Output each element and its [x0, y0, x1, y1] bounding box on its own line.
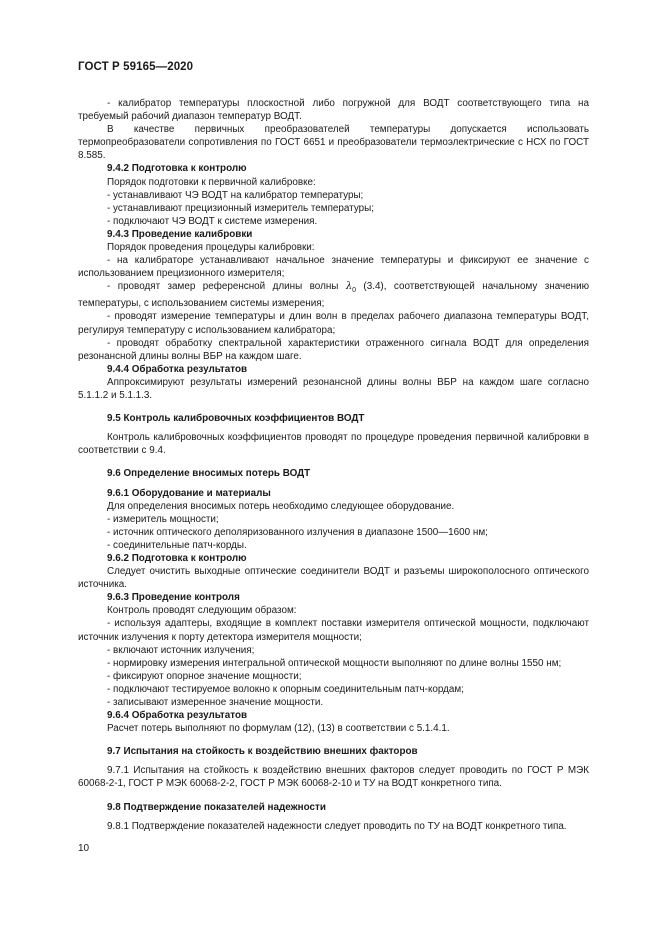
subsection-heading-9-4-4: 9.4.4 Обработка результатов: [107, 363, 248, 375]
list-item: [78, 280, 589, 310]
paragraph: Порядок проведения процедуры калибровки:: [107, 242, 315, 254]
section-heading-9-6: 9.6 Определение вносимых потерь ВОДТ: [107, 468, 311, 480]
subsection-heading-9-4-2: 9.4.2 Подготовка к контролю: [107, 163, 247, 175]
page-number: 10: [78, 843, 90, 854]
list-item: - устанавливают ЧЭ ВОДТ на калибратор температуры;: [107, 189, 364, 201]
subsection-heading-9-6-4: 9.6.4 Обработка результатов: [107, 710, 248, 722]
list-item: - подключают ЧЭ ВОДТ к системе измерения.: [107, 215, 318, 227]
paragraph: 9.7.1 Испытания на стойкость к воздействию внешних факторов следует проводить по ГОСТ Р МЭК 60068-2-1, ГОСТ Р МЭК 60068-2-2, ГОСТ Р МЭК 60068-2-10 и ТУ на ВОДТ конкретного типа.: [78, 765, 589, 790]
text-run: - проводят замер референсной длины волны: [107, 281, 346, 293]
subsection-heading-9-6-2: 9.6.2 Подготовка к контролю: [107, 552, 247, 564]
list-item: - подключают тестируемое волокно к опорным соединительным патч-кордам;: [107, 683, 464, 695]
section-heading-9-7: 9.7 Испытания на стойкость к воздействию внешних факторов: [107, 746, 418, 758]
paragraph: 9.8.1 Подтверждение показателей надежности следует проводить по ТУ на ВОДТ конкретного типа.: [107, 820, 567, 832]
list-item: - фиксируют опорное значение мощности;: [107, 670, 302, 682]
list-item: - источник оптического деполяризованного излучения в диапазоне 1500—1600 нм;: [107, 526, 488, 538]
paragraph: - калибратор температуры плоскостной либо погружной для ВОДТ соответствующего типа на требуемый рабочий диапазон температур ВОДТ.: [78, 98, 589, 123]
list-item: - используя адаптеры, входящие в комплект поставки измерителя оптической мощности, подключают источник излучения к порту детектора измерителя мощности;: [78, 618, 589, 643]
text-run: (3.4), соответствующей начальному значению температуры, с использованием системы измерения;: [78, 281, 589, 310]
paragraph: Аппроксимируют результаты измерений резонансной длины волны ВБР на каждом шаге согласно 5.1.1.2 и 5.1.1.3.: [78, 376, 589, 402]
lambda-subscript: 0: [352, 287, 356, 295]
section-heading-9-5: 9.5 Контроль калибровочных коэффициентов ВОДТ: [107, 413, 365, 425]
list-item: - проводят измерение температуры и длин волн в пределах рабочего диапазона температуры ВОДТ, регулируя температуру с использованием калибратора;: [78, 311, 589, 336]
list-item: - измеритель мощности;: [107, 513, 219, 525]
document-body: [78, 97, 589, 833]
paragraph: Контроль калибровочных коэффициентов проводят по процедуре проведения первичной калибровки в соответствии с 9.4.: [78, 432, 589, 457]
subsection-heading-9-6-3: 9.6.3 Проведение контроля: [107, 592, 240, 604]
paragraph: Следует очистить выходные оптические соединители ВОДТ и разъемы широкополосного оптического источника.: [78, 566, 589, 591]
list-item: - включают источник излучения;: [107, 644, 255, 656]
list-item: - нормировку измерения интегральной оптической мощности выполняют по длине волны 1550 нм;: [107, 657, 562, 669]
subsection-heading-9-4-3: 9.4.3 Проведение калибровки: [107, 228, 253, 240]
subsection-heading-9-6-1: 9.6.1 Оборудование и материалы: [107, 487, 271, 499]
list-item: - проводят обработку спектральной характеристики отраженного сигнала ВОДТ для определения резонансной длины волны ВБР на каждом шаге.: [78, 337, 589, 362]
paragraph: Контроль проводят следующим образом:: [107, 605, 297, 617]
paragraph: Порядок подготовки к первичной калибровке:: [107, 176, 316, 188]
document-header: ГОСТ Р 59165—2020: [78, 61, 194, 73]
section-heading-9-8: 9.8 Подтверждение показателей надежности: [107, 801, 326, 813]
list-item: - устанавливают прецизионный измеритель температуры;: [107, 202, 374, 214]
lambda-symbol: λ: [345, 281, 353, 293]
paragraph: Расчет потерь выполняют по формулам (12), (13) в соответствии с 5.1.4.1.: [107, 723, 450, 735]
paragraph: В качестве первичных преобразователей температуры допускается использовать термопреобразователи сопротивления по ГОСТ 6651 и преобразователи термоэлектрические с НСХ по ГОСТ 8.585.: [78, 124, 589, 162]
paragraph: Для определения вносимых потерь необходимо следующее оборудование.: [107, 500, 455, 512]
list-item: - записывают измеренное значение мощности.: [107, 697, 324, 708]
list-item: - на калибраторе устанавливают начальное значение температуры и фиксируют ее значение с использованием прецизионного измерителя;: [78, 255, 589, 280]
list-item: - соединительные патч-корды.: [107, 539, 247, 551]
